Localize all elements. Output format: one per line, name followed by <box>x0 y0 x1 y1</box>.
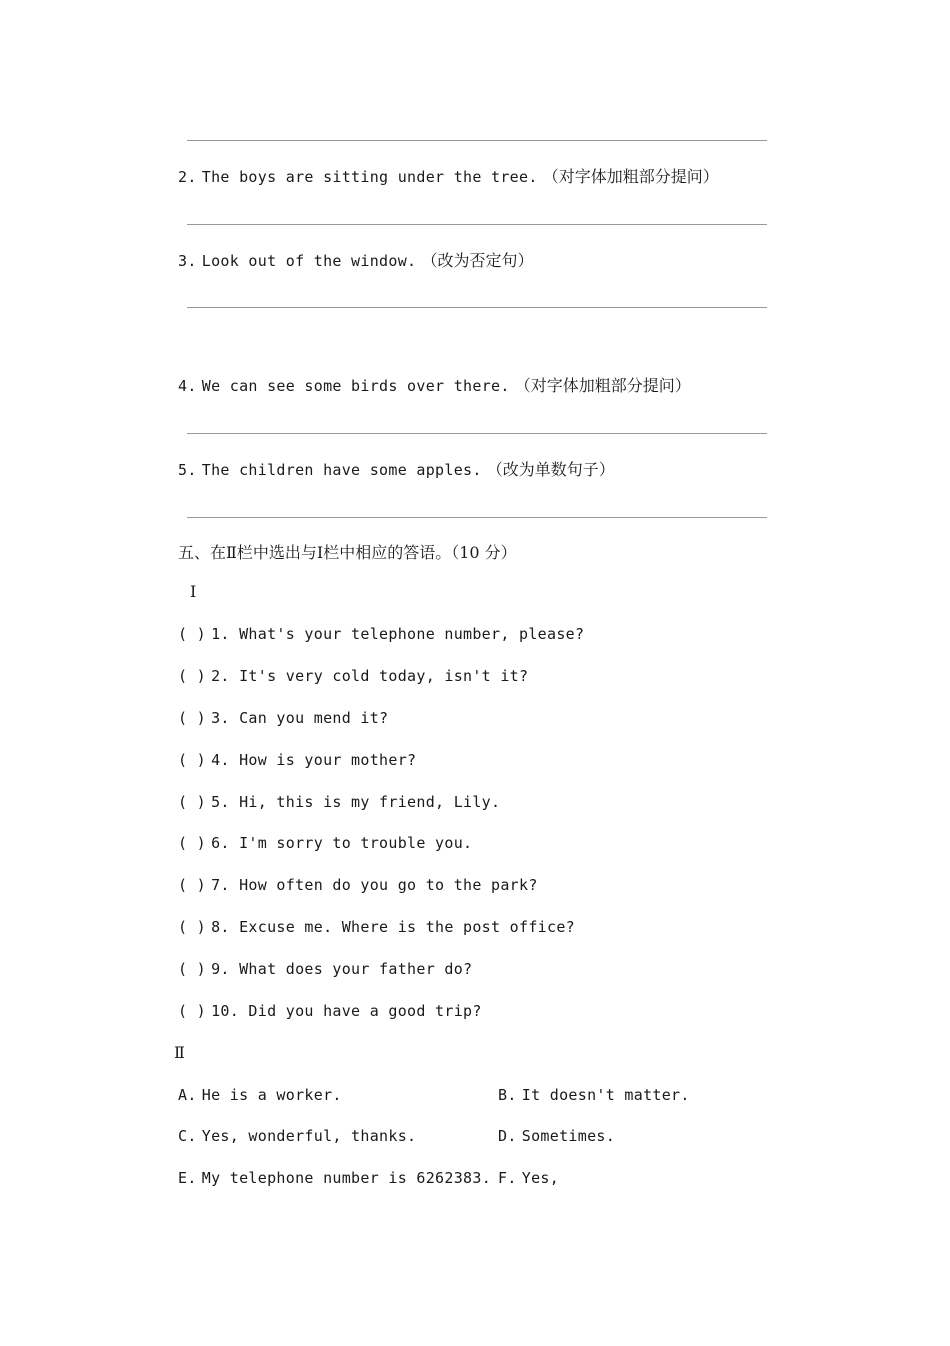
question-row <box>178 708 388 727</box>
answer-option <box>498 1168 559 1187</box>
option-text: Sometimes. <box>521 1127 616 1145</box>
answer-blank[interactable]: ( ) <box>178 1002 206 1020</box>
rewrite-item-5 <box>178 457 615 480</box>
question-text: 10. Did you have a good trip? <box>211 1002 482 1020</box>
item-number: 3. <box>178 252 197 270</box>
section-heading: 五、在Ⅱ栏中选出与Ⅰ栏中相应的答语。（10 分） <box>178 543 517 562</box>
option-text: It doesn't matter. <box>521 1086 690 1104</box>
item-number: 2. <box>178 168 197 186</box>
answer-option <box>498 1085 690 1104</box>
question-row <box>178 792 500 811</box>
question-text: 2. It's very cold today, isn't it? <box>211 667 529 685</box>
rewrite-item-3 <box>178 248 533 271</box>
column-ii-label: Ⅱ <box>174 1043 185 1062</box>
question-text: 7. How often do you go to the park? <box>211 876 538 894</box>
question-row <box>178 917 575 936</box>
answer-option <box>178 1126 416 1145</box>
item-instruction: （改为单数句子） <box>486 460 615 479</box>
answer-blank[interactable]: ( ) <box>178 667 206 685</box>
answer-line[interactable] <box>187 140 767 141</box>
option-letter: A. <box>178 1086 197 1104</box>
option-letter: E. <box>178 1169 197 1187</box>
answer-line[interactable] <box>187 307 767 308</box>
option-letter: C. <box>178 1127 197 1145</box>
option-text: He is a worker. <box>201 1086 342 1104</box>
question-text: 1. What's your telephone number, please? <box>211 625 585 643</box>
answer-blank[interactable]: ( ) <box>178 918 206 936</box>
answer-blank[interactable]: ( ) <box>178 960 206 978</box>
answer-line[interactable] <box>187 517 767 518</box>
item-sentence: The children have some apples. <box>201 461 482 479</box>
item-sentence: Look out of the window. <box>201 252 417 270</box>
answer-blank[interactable]: ( ) <box>178 793 206 811</box>
item-sentence: The boys are sitting under the tree. <box>201 168 538 186</box>
answer-option <box>498 1126 615 1145</box>
answer-blank[interactable]: ( ) <box>178 834 206 852</box>
option-letter: D. <box>498 1127 517 1145</box>
option-letter: F. <box>498 1169 517 1187</box>
item-number: 5. <box>178 461 197 479</box>
question-text: 9. What does your father do? <box>211 960 473 978</box>
rewrite-item-4 <box>178 373 691 396</box>
question-row <box>178 1001 482 1020</box>
option-text: Yes, wonderful, thanks. <box>201 1127 417 1145</box>
answer-line[interactable] <box>187 433 767 434</box>
answer-line[interactable] <box>187 224 767 225</box>
question-text: 3. Can you mend it? <box>211 709 389 727</box>
question-row <box>178 833 472 852</box>
item-number: 4. <box>178 377 197 395</box>
answer-blank[interactable]: ( ) <box>178 876 206 894</box>
answer-blank[interactable]: ( ) <box>178 709 206 727</box>
question-row <box>178 750 416 769</box>
question-text: 5. Hi, this is my friend, Lily. <box>211 793 501 811</box>
answer-blank[interactable]: ( ) <box>178 625 206 643</box>
rewrite-item-2 <box>178 164 719 187</box>
answer-option <box>178 1168 491 1187</box>
question-text: 6. I'm sorry to trouble you. <box>211 834 473 852</box>
answer-option <box>178 1085 342 1104</box>
question-row <box>178 875 538 894</box>
question-row <box>178 959 472 978</box>
item-sentence: We can see some birds over there. <box>201 377 510 395</box>
answer-blank[interactable]: ( ) <box>178 751 206 769</box>
option-text: Yes, <box>521 1169 560 1187</box>
question-text: 4. How is your mother? <box>211 751 417 769</box>
question-row <box>178 624 584 643</box>
option-text: My telephone number is 6262383. <box>201 1169 492 1187</box>
column-i-label: Ⅰ <box>190 582 197 601</box>
question-row <box>178 666 528 685</box>
option-letter: B. <box>498 1086 517 1104</box>
item-instruction: （对字体加粗部分提问） <box>514 376 691 395</box>
item-instruction: （对字体加粗部分提问） <box>542 167 719 186</box>
question-text: 8. Excuse me. Where is the post office? <box>211 918 575 936</box>
item-instruction: （改为否定句） <box>421 251 534 270</box>
